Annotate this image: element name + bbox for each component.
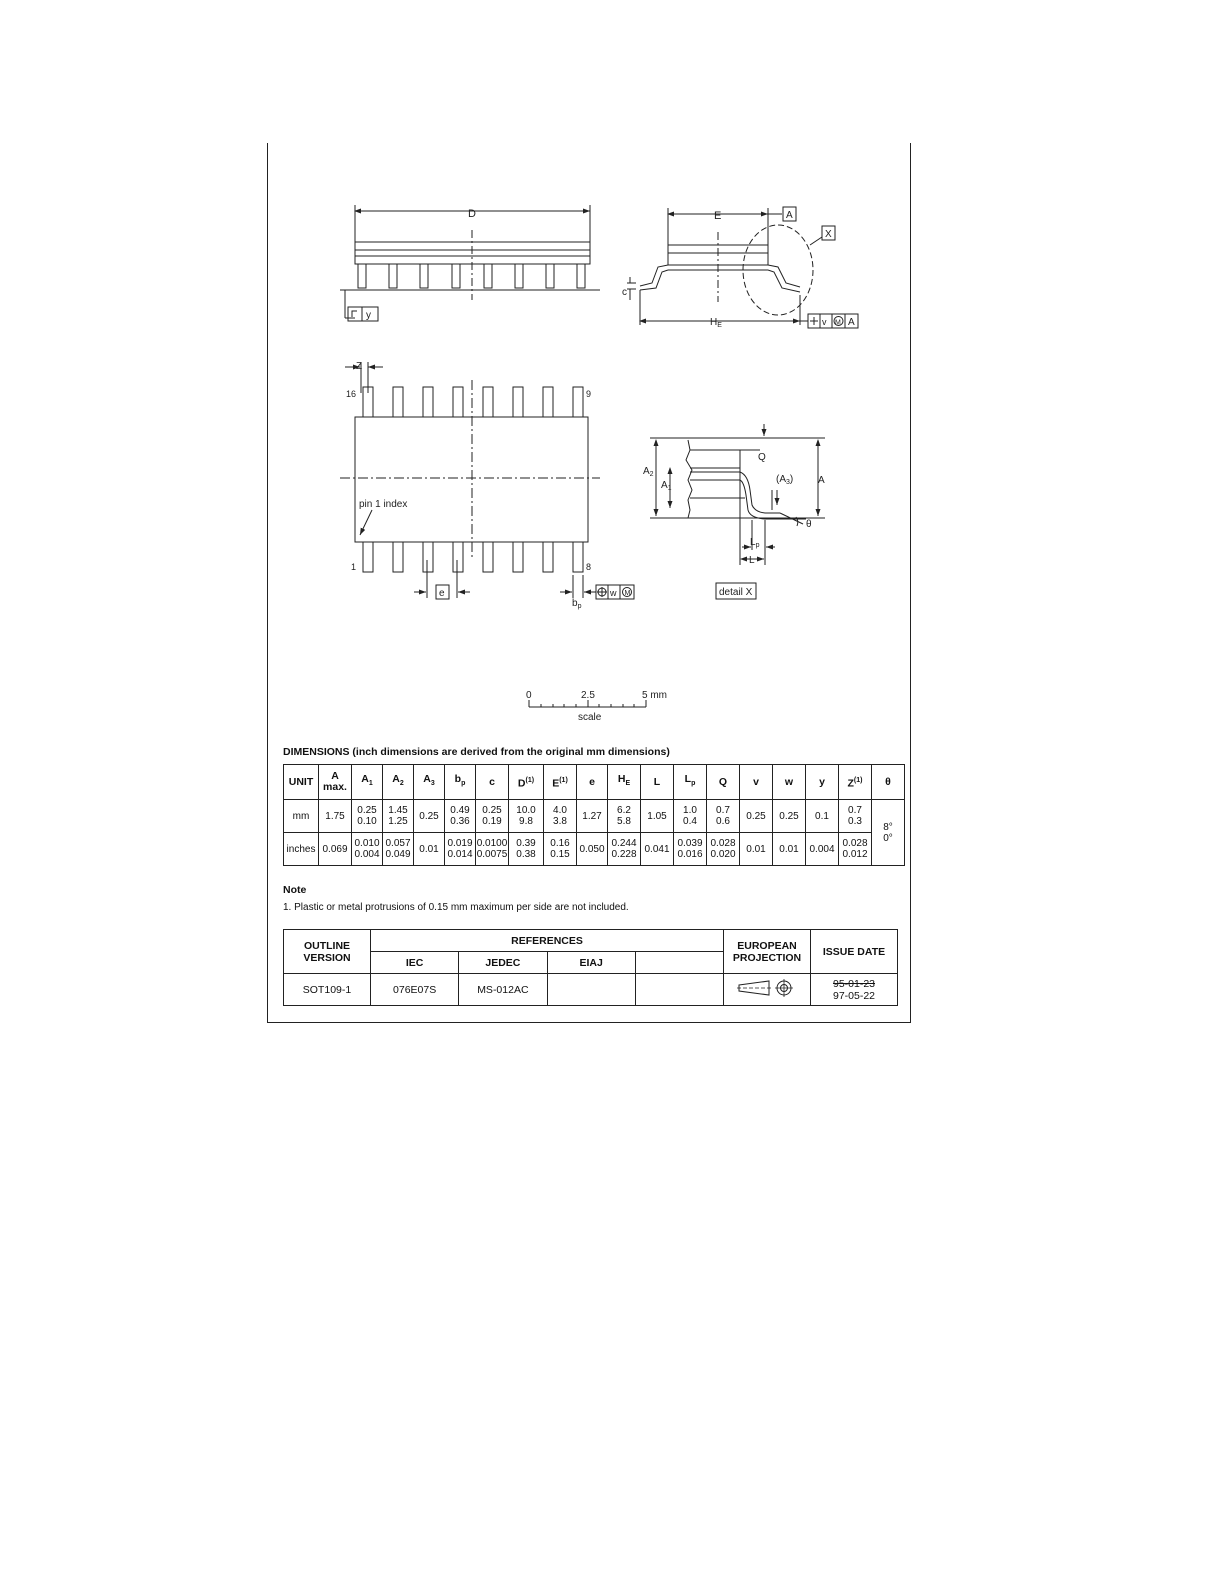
dim-header-cell: $b_p$ (445, 765, 476, 800)
outline-version-header: OUTLINE VERSION (284, 930, 371, 974)
issue-date-old: 95-01-23 (832, 977, 876, 990)
label-X: X (825, 229, 832, 240)
dimensions-row-mm (284, 800, 905, 833)
side-view (340, 205, 600, 321)
dimensions-table (283, 764, 905, 866)
european-projection-header: EUROPEAN PROJECTION (724, 930, 811, 974)
label-L: L (749, 555, 755, 566)
label-pin1-index: pin 1 index (359, 499, 408, 510)
dim-value-cell: 0.039 0.016 (674, 833, 707, 866)
note-text: 1. Plastic or metal protrusions of 0.15 mm maximum per side are not included. (283, 902, 629, 913)
dim-value-cell: 0.16 0.15 (544, 833, 577, 866)
dim-value-cell: 6.2 5.8 (608, 800, 641, 833)
label-Z: Z (356, 361, 363, 372)
dim-value-cell: 4.0 3.8 (544, 800, 577, 833)
dim-value-cell: 1.05 (641, 800, 674, 833)
dim-value-cell: 1.45 1.25 (383, 800, 414, 833)
dim-value-cell: 0.01 (773, 833, 806, 866)
dim-value-cell: 1.75 (319, 800, 352, 833)
dim-header-cell: $A_3$ (414, 765, 445, 800)
dim-value-cell: 10.0 9.8 (509, 800, 544, 833)
dim-value-cell: 0.7 0.3 (839, 800, 872, 833)
jedec-header: JEDEC (459, 952, 547, 974)
dim-value-cell: 0.25 (414, 800, 445, 833)
dim-header-cell: c (476, 765, 509, 800)
label-pin8: 8 (586, 562, 592, 572)
scale-tick-0: 0 (526, 690, 532, 701)
dim-header-cell: w (773, 765, 806, 800)
dim-value-cell: 0.028 0.020 (707, 833, 740, 866)
end-view (627, 207, 858, 328)
dim-header-cell: $L_p$ (674, 765, 707, 800)
label-y: y (366, 310, 371, 321)
label-v: v (822, 317, 827, 327)
first-angle-projection-icon (735, 976, 799, 1000)
dim-value-cell: 0.019 0.014 (445, 833, 476, 866)
dim-value-cell: 0.49 0.36 (445, 800, 476, 833)
dim-header-cell: $H_E$ (608, 765, 641, 800)
dim-value-cell: 0.050 (577, 833, 608, 866)
top-leads-lower (363, 542, 583, 572)
detail-x-view (650, 424, 825, 599)
label-A-ref: A (848, 317, 855, 328)
dim-theta-cell: 8° 0° (872, 800, 905, 866)
scale-tick-2-5: 2.5 (581, 690, 595, 701)
projection-symbol (724, 974, 811, 1006)
dim-value-cell: 0.25 (740, 800, 773, 833)
dim-header-cell: θ (872, 765, 905, 800)
dim-value-cell: 1.0 0.4 (674, 800, 707, 833)
label-A-datum: A (786, 210, 793, 221)
iec-header: IEC (371, 952, 459, 974)
dim-value-cell: 0.0100 0.0075 (476, 833, 509, 866)
scale-label: scale (578, 712, 602, 723)
dim-value-cell: 0.028 0.012 (839, 833, 872, 866)
eiaj-header: EIAJ (547, 952, 635, 974)
scale-bar (529, 700, 646, 707)
dim-value-cell: 0.041 (641, 833, 674, 866)
label-Q: Q (758, 452, 766, 463)
dim-header-cell: y (806, 765, 839, 800)
label-bp: $b_p$ (572, 598, 582, 610)
label-detail-x: detail X (719, 587, 753, 598)
label-pin9: 9 (586, 389, 592, 399)
dim-header-cell: A max. (319, 765, 352, 800)
blank-header (635, 952, 723, 974)
dim-unit-cell: mm (284, 800, 319, 833)
dim-value-cell: 0.057 0.049 (383, 833, 414, 866)
dim-value-cell: 0.010 0.004 (352, 833, 383, 866)
dim-value-cell: 0.01 (414, 833, 445, 866)
outline-version-value: SOT109-1 (284, 974, 371, 1006)
dim-header-cell: UNIT (284, 765, 319, 800)
label-c: c (622, 287, 627, 298)
dim-value-cell: 0.25 (773, 800, 806, 833)
dim-value-cell: 0.004 (806, 833, 839, 866)
dim-header-cell: $A_1$ (352, 765, 383, 800)
references-table (283, 929, 898, 1006)
dim-value-cell: 0.25 0.19 (476, 800, 509, 833)
dim-value-cell: 0.25 0.10 (352, 800, 383, 833)
dim-value-cell: 0.1 (806, 800, 839, 833)
label-w: w (610, 588, 617, 598)
dim-value-cell: 0.39 0.38 (509, 833, 544, 866)
blank-value (635, 974, 723, 1006)
dim-header-cell: e (577, 765, 608, 800)
label-A1: $A_1$ (661, 480, 672, 492)
top-leads-upper (363, 387, 583, 417)
scale-tick-5mm: 5 mm (642, 690, 667, 701)
label-Lp: $L_p$ (750, 537, 760, 549)
note-title: Note (283, 884, 307, 896)
label-A2: $A_2$ (643, 466, 654, 478)
eiaj-value (547, 974, 635, 1006)
dim-value-cell: 0.244 0.228 (608, 833, 641, 866)
dim-header-cell: $D^{(1)}$ (509, 765, 544, 800)
label-theta: θ (806, 519, 812, 530)
label-A3: $(A_3)$ (776, 474, 794, 486)
jedec-value: MS-012AC (459, 974, 547, 1006)
iec-value: 076E07S (371, 974, 459, 1006)
label-e: e (439, 588, 445, 599)
issue-date-value (811, 974, 898, 1006)
dim-value-cell: 1.27 (577, 800, 608, 833)
dim-header-cell: v (740, 765, 773, 800)
dimensions-row-inches (284, 833, 905, 866)
label-D: D (468, 208, 476, 220)
label-pin16: 16 (346, 389, 357, 399)
label-pin1: 1 (351, 562, 357, 572)
issue-date-header: ISSUE DATE (811, 930, 898, 974)
dimensions-title: DIMENSIONS (inch dimensions are derived from the original mm dimensions) (283, 746, 670, 758)
label-A-detail: A (818, 475, 825, 486)
dimensions-header-row (284, 765, 905, 800)
dim-header-cell: $Z^{(1)}$ (839, 765, 872, 800)
label-HE: $H_E$ (710, 317, 722, 329)
dim-value-cell: 0.069 (319, 833, 352, 866)
dim-header-cell: L (641, 765, 674, 800)
label-E: E (714, 210, 722, 222)
label-M-w: M (624, 590, 631, 597)
dim-header-cell: $A_2$ (383, 765, 414, 800)
issue-date-new: 97-05-22 (832, 989, 876, 1002)
dim-unit-cell: inches (284, 833, 319, 866)
dim-header-cell: Q (707, 765, 740, 800)
dim-value-cell: 0.01 (740, 833, 773, 866)
dim-value-cell: 0.7 0.6 (707, 800, 740, 833)
dim-header-cell: $E^{(1)}$ (544, 765, 577, 800)
label-M: M (835, 319, 841, 327)
references-header: REFERENCES (371, 930, 724, 952)
